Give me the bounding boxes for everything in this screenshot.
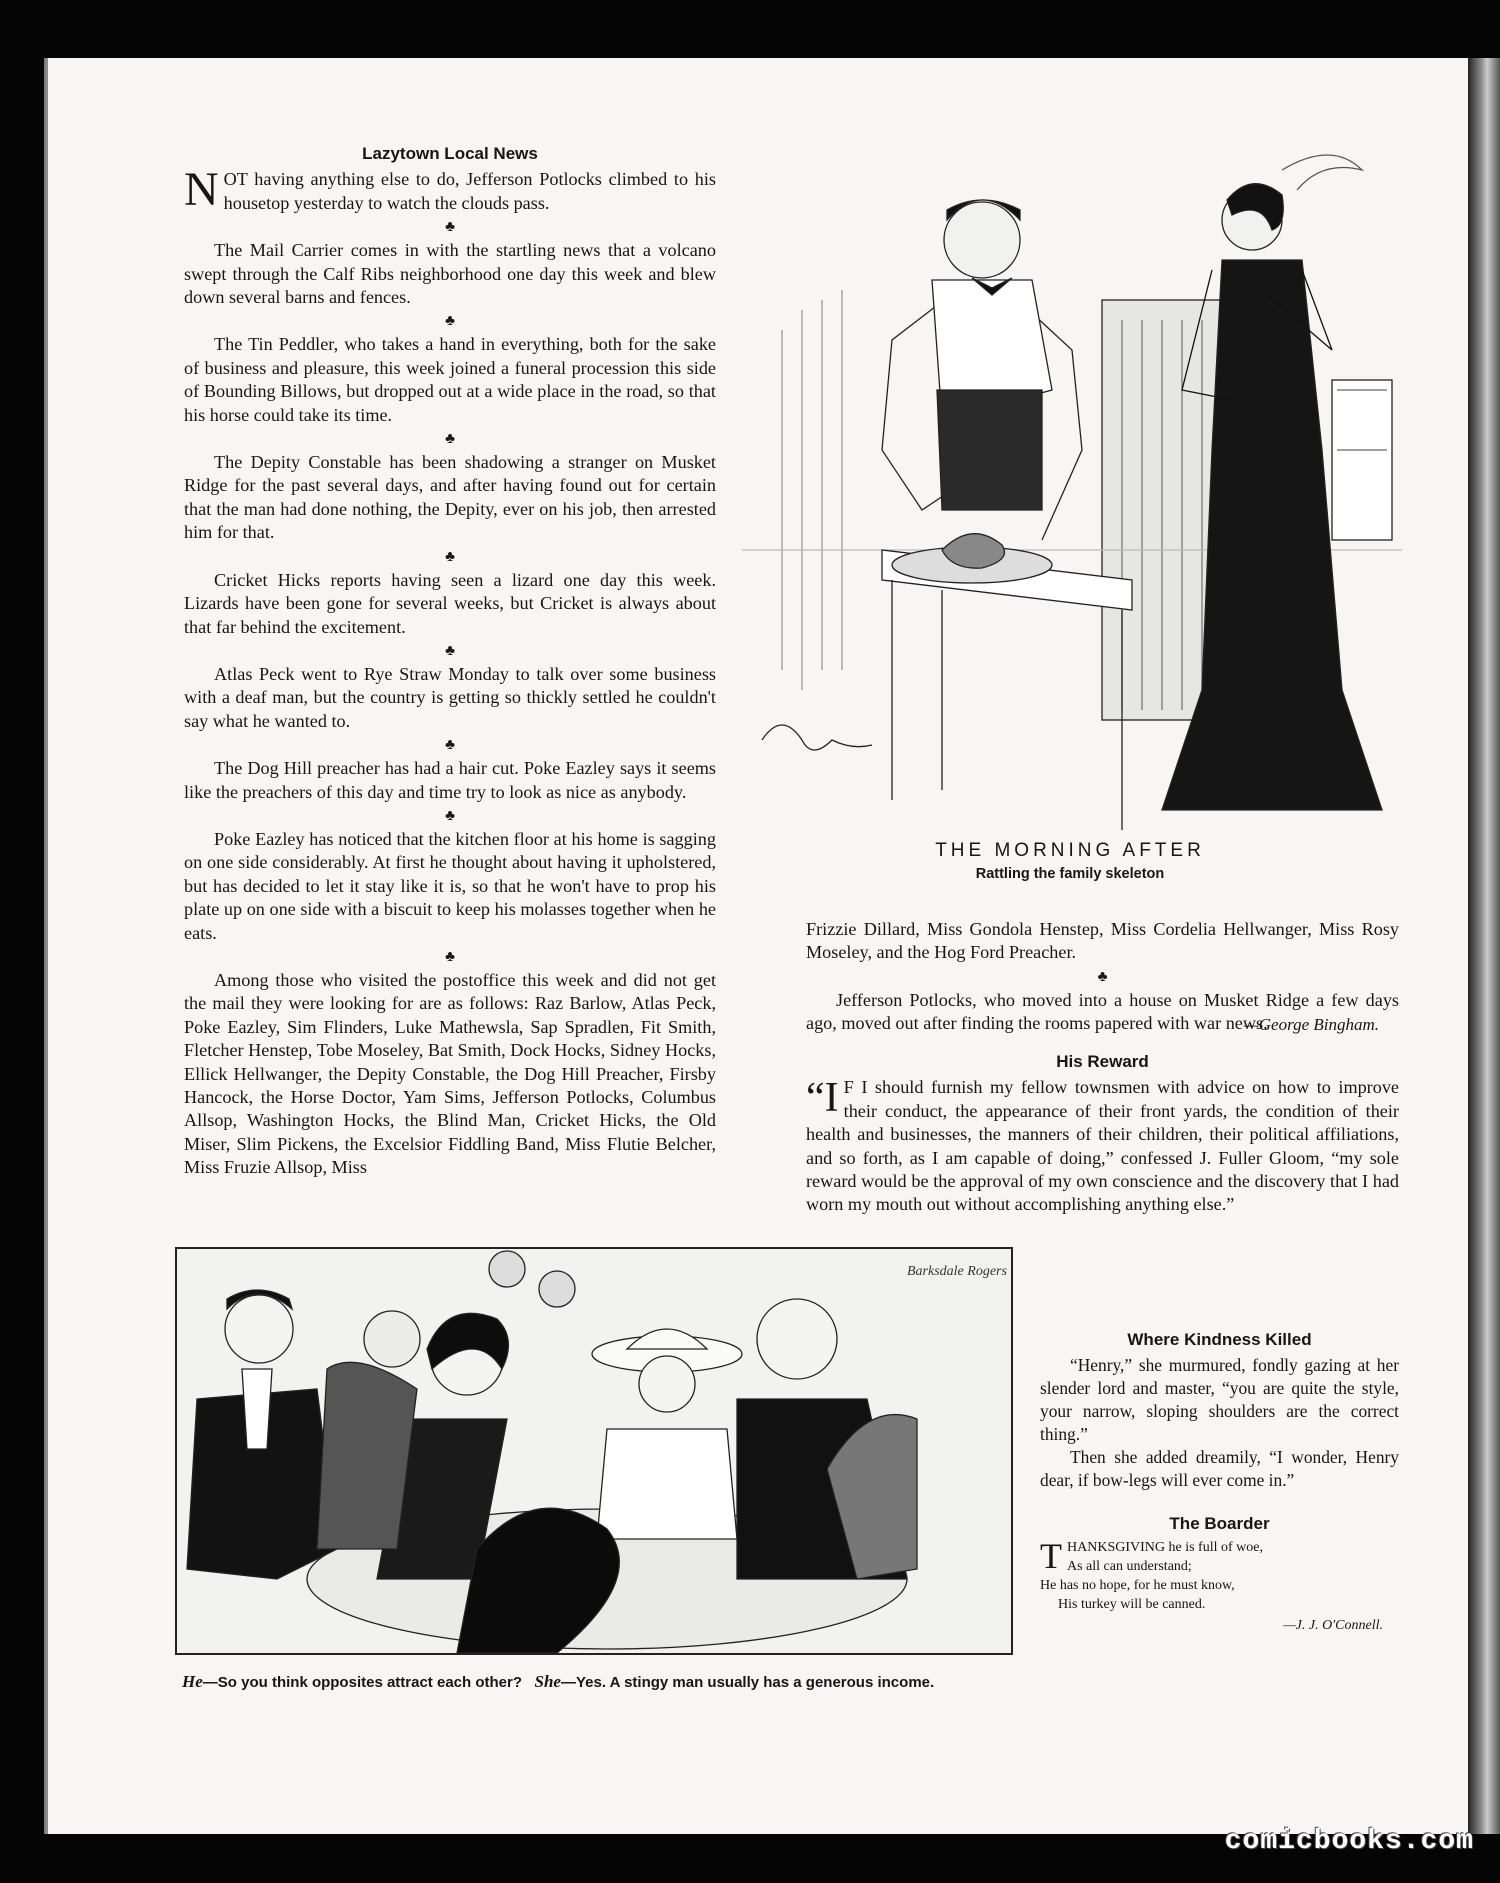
morning-after-title: THE MORNING AFTER (935, 840, 1205, 861)
book-spine (1468, 58, 1500, 1834)
kindness-para-1: “Henry,” she murmured, fondly gazing at her slender lord and master, “you are quite the style, your narrow, sloping shoulders are the correct thing.” (1040, 1355, 1399, 1444)
separator-club-icon: ♣ (445, 737, 455, 754)
news-item: The Depity Constable has been shadowing a stranger on Musket Ridge for the past several days, and after having found out for certain that the man had done nothing, the Depity, ever on his job, then arrested him for that. (184, 452, 716, 543)
narrow-right-column (1040, 1328, 1399, 1637)
separator-club-icon: ♣ (445, 431, 455, 448)
drop-cap: T (1040, 1536, 1062, 1576)
kindness-para-2: Then she added dreamily, “I wonder, Henry dear, if bow-legs will ever come in.” (1040, 1447, 1399, 1490)
dinner-caption: He—So you think opposites attract each other? She—Yes. A stingy man usually has a generous income. (182, 1672, 935, 1691)
news-item: Atlas Peck went to Rye Straw Monday to talk over some business with a deaf man, but the country is getting so thickly settled he couldn't say what he wanted to. (184, 663, 716, 731)
dinner-illustration (175, 1247, 1013, 1655)
separator-club-icon: ♣ (445, 948, 455, 965)
right-column (806, 918, 1399, 1217)
separator-club-icon: ♣ (445, 642, 455, 659)
separator-club-icon: ♣ (445, 313, 455, 330)
lazytown-column (184, 142, 716, 1180)
separator-club-icon: ♣ (445, 219, 455, 236)
his-reward-heading: His Reward (1056, 1052, 1149, 1072)
news-item: The Dog Hill preacher has had a hair cut. Poke Eazley says it seems like the preachers of this day and time try to look as nice as anybody. (184, 758, 716, 802)
drop-cap: “I (806, 1075, 839, 1122)
kindness-heading: Where Kindness Killed (1127, 1330, 1312, 1349)
news-item: The Tin Peddler, who takes a hand in everything, both for the sake of business and pleasure, this week joined a funeral procession this side of Bounding Billows, but dropped out at a wide place in the road, so that his horse could take its time. (184, 334, 716, 425)
drop-cap: N (184, 163, 219, 217)
his-reward-text: “I F I should furnish my fellow townsmen with advice on how to improve their conduct, the appearance of their front yards, the condition of their health and businesses, the manners of their children, their political affiliations, and so forth, as I am capable of doing,” confessed J. Fuller Gloom, “my sole reward would be the approval of my own conscience and the discovery that I had worn my mouth out without accomplishing anything else.” (806, 1075, 1399, 1215)
news-item: The Mail Carrier comes in with the startling news that a volcano swept through the Calf Ribs neighborhood one day this week and blew down several barns and fences. (184, 240, 716, 308)
lazytown-heading: Lazytown Local News (362, 144, 538, 163)
dinner-drawing (177, 1249, 1011, 1653)
separator-club-icon: ♣ (1097, 968, 1108, 985)
morning-after-illustration (742, 150, 1402, 830)
boarder-byline: —J. J. O'Connell. (1283, 1618, 1383, 1633)
separator-club-icon: ♣ (445, 807, 455, 824)
news-item: Poke Eazley has noticed that the kitchen floor at his home is sagging on one side considerably. At first he thought about having it upholstered, but has decided to let it stay like it is, so that he won't have to prop his plate up on one side with a biscuit to keep his molasses together when he eats. (184, 828, 716, 943)
separator-club-icon: ♣ (445, 548, 455, 565)
boarder-poem: T HANKSGIVING he is full of woe, As all can understand; He has no hope, for he must know, His turkey will be canned. (1040, 1536, 1263, 1612)
artist-signature: Barksdale Rogers (907, 1264, 1007, 1279)
postoffice-list: Among those who visited the postoffice this week and did not get the mail they were looking for are as follows: Raz Barlow, Atlas Peck, Poke Eazley, Sim Flinders, Luke Mathewsla, Sap Spradlen, Fit Smith, Fletcher Henstep, Tobe Moseley, Bat Smith, Dock Hocks, Sidney Hocks, Ellick Hellwanger, the Depity Constable, the Dog Hill Preacher, Firsby Hancock, the Horse Doctor, Yam Sims, Jefferson Potlocks, Columbus Allsop, Washington Hocks, the Blind Man, Cricket Hicks, the Old Miser, Slim Pickens, the Excelsior Fiddling Band, Miss Flutie Belcher, Miss Fruzie Allsop, Miss (184, 969, 716, 1178)
site-watermark: comicbooks.com (1224, 1826, 1474, 1857)
boarder-heading: The Boarder (1169, 1514, 1270, 1533)
postoffice-list-continued: Frizzie Dillard, Miss Gondola Henstep, Miss Cordelia Hellwanger, Miss Rosy Moseley, and the Hog Ford Preacher. (806, 919, 1399, 963)
news-item-final: Jefferson Potlocks, who moved into a house on Musket Ridge a few days ago, moved out after finding the rooms papered with war news. (806, 989, 1399, 1034)
author-byline: —George Bingham. (1243, 1014, 1379, 1034)
news-item: Cricket Hicks reports having seen a lizard one day this week. Lizards have been gone for several weeks, but Cricket is always about that far behind the excitement. (184, 569, 716, 637)
morning-after-subtitle: Rattling the family skeleton (975, 866, 1165, 882)
lazytown-intro: NOT having anything else to do, Jefferson Potlocks climbed to his housetop yesterday to watch the clouds pass. (184, 163, 716, 217)
illustration-drawing (742, 150, 1402, 830)
